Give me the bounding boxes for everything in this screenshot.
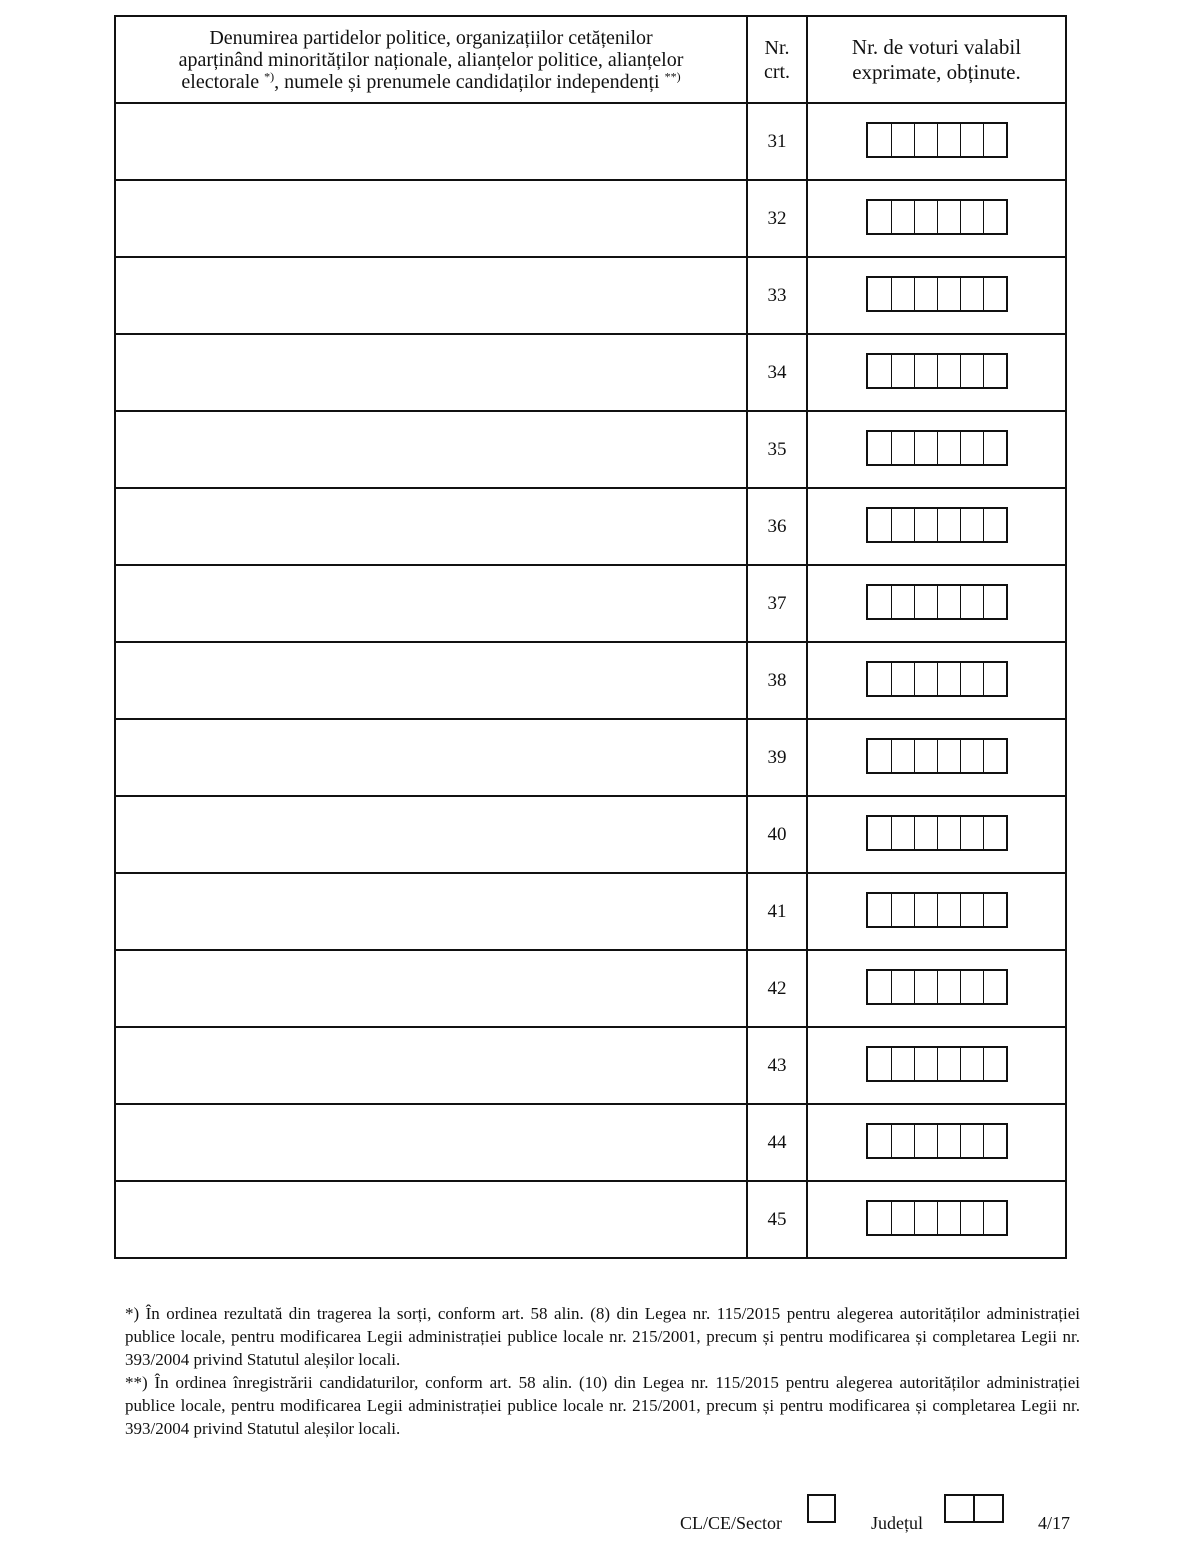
vote-digit-box[interactable] — [891, 1202, 914, 1234]
vote-digit-boxes — [866, 353, 1008, 389]
row-number: 36 — [747, 488, 807, 565]
vote-digit-box[interactable] — [891, 355, 914, 387]
vote-digit-box[interactable] — [914, 432, 937, 464]
vote-digit-box[interactable] — [914, 509, 937, 541]
vote-digit-boxes — [866, 892, 1008, 928]
vote-digit-box[interactable] — [914, 817, 937, 849]
footnote-2: **) În ordinea înregistrării candidaturilor, conform art. 58 alin. (10) din Legea nr. 115/2015 pentru alegerea autorităților administrației publice locale, pentru modificarea Legii administrației publice locale nr. 215/2001, precum și pentru modificarea și completarea Legii nr. 393/2004 privind Statutul aleșilor locali. — [125, 1373, 1080, 1438]
table-row — [115, 334, 1066, 411]
candidate-name-cell[interactable] — [115, 411, 747, 488]
table-row — [115, 1181, 1066, 1258]
row-number: 31 — [747, 103, 807, 180]
vote-digit-box[interactable] — [960, 1202, 983, 1234]
vote-digit-box[interactable] — [868, 1048, 891, 1080]
table-row — [115, 873, 1066, 950]
votes-cell — [807, 180, 1066, 257]
sector-label: CL/CE/Sector — [680, 1513, 782, 1533]
vote-digit-box[interactable] — [914, 971, 937, 1003]
vote-digit-box[interactable] — [937, 1202, 960, 1234]
vote-digit-box[interactable] — [960, 509, 983, 541]
vote-digit-box[interactable] — [983, 278, 1006, 310]
vote-digit-box[interactable] — [983, 509, 1006, 541]
vote-digit-boxes — [866, 1200, 1008, 1236]
row-number: 33 — [747, 257, 807, 334]
vote-digit-box[interactable] — [960, 278, 983, 310]
candidate-name-cell[interactable] — [115, 334, 747, 411]
table-row — [115, 950, 1066, 1027]
vote-digit-box[interactable] — [960, 971, 983, 1003]
row-number: 32 — [747, 180, 807, 257]
vote-digit-box[interactable] — [914, 201, 937, 233]
votes-cell — [807, 334, 1066, 411]
votes-cell — [807, 719, 1066, 796]
vote-digit-box[interactable] — [983, 1048, 1006, 1080]
vote-digit-box[interactable] — [983, 201, 1006, 233]
vote-digit-box[interactable] — [983, 355, 1006, 387]
vote-digit-box[interactable] — [960, 586, 983, 618]
vote-digit-box[interactable] — [914, 124, 937, 156]
vote-digit-box[interactable] — [891, 432, 914, 464]
vote-digit-box[interactable] — [937, 278, 960, 310]
vote-digit-box[interactable] — [937, 894, 960, 926]
vote-digit-box[interactable] — [914, 355, 937, 387]
vote-digit-box[interactable] — [914, 663, 937, 695]
candidate-name-cell[interactable] — [115, 1027, 747, 1104]
vote-digit-box[interactable] — [891, 817, 914, 849]
vote-digit-box[interactable] — [983, 663, 1006, 695]
vote-digit-box[interactable] — [891, 740, 914, 772]
vote-digit-box[interactable] — [983, 432, 1006, 464]
table-row — [115, 719, 1066, 796]
table-row — [115, 180, 1066, 257]
votes-cell — [807, 411, 1066, 488]
candidate-name-cell[interactable] — [115, 1104, 747, 1181]
vote-digit-box[interactable] — [868, 894, 891, 926]
vote-digit-boxes — [866, 199, 1008, 235]
vote-digit-box[interactable] — [868, 817, 891, 849]
vote-digit-boxes — [866, 507, 1008, 543]
vote-digit-boxes — [866, 276, 1008, 312]
vote-digit-box[interactable] — [891, 894, 914, 926]
vote-digit-box[interactable] — [937, 817, 960, 849]
vote-digit-box[interactable] — [937, 124, 960, 156]
vote-digit-box[interactable] — [891, 971, 914, 1003]
candidate-name-cell[interactable] — [115, 873, 747, 950]
vote-digit-boxes — [866, 969, 1008, 1005]
candidate-name-cell[interactable] — [115, 180, 747, 257]
vote-digit-box[interactable] — [891, 278, 914, 310]
vote-digit-box[interactable] — [868, 971, 891, 1003]
vote-digit-boxes — [866, 584, 1008, 620]
vote-digit-box[interactable] — [983, 124, 1006, 156]
votes-cell — [807, 1181, 1066, 1258]
row-number: 35 — [747, 411, 807, 488]
row-number: 39 — [747, 719, 807, 796]
candidate-name-cell[interactable] — [115, 565, 747, 642]
candidate-name-cell[interactable] — [115, 103, 747, 180]
vote-digit-box[interactable] — [891, 124, 914, 156]
table-row — [115, 488, 1066, 565]
footnote-1: *) În ordinea rezultată din tragerea la sorți, conform art. 58 alin. (8) din Legea nr. 115/2015 pentru alegerea autorităților administrației publice locale, pentru modificarea Legii administrației publice locale nr. 215/2001, precum și pentru modificarea și completarea Legii nr. 393/2004 privind Statutul aleșilor locali. — [125, 1304, 1080, 1369]
vote-digit-box[interactable] — [891, 1125, 914, 1157]
row-number: 41 — [747, 873, 807, 950]
header-party-name: Denumirea partidelor politice, organizațiilor cetățenilor aparținând minorităților naționale, alianțelor politice, alianțelor electorale *), numele și prenumele candidaților independenți **) — [115, 16, 747, 103]
votes-cell — [807, 1104, 1066, 1181]
vote-digit-box[interactable] — [937, 1048, 960, 1080]
vote-digit-box[interactable] — [937, 201, 960, 233]
candidate-name-cell[interactable] — [115, 1181, 747, 1258]
vote-digit-box[interactable] — [983, 1125, 1006, 1157]
vote-digit-boxes — [866, 1123, 1008, 1159]
vote-digit-box[interactable] — [960, 201, 983, 233]
vote-digit-box[interactable] — [983, 971, 1006, 1003]
vote-digit-box[interactable] — [868, 432, 891, 464]
vote-digit-boxes — [866, 122, 1008, 158]
footnotes — [125, 1302, 1080, 1440]
row-number: 38 — [747, 642, 807, 719]
vote-digit-box[interactable] — [937, 971, 960, 1003]
vote-digit-box[interactable] — [983, 894, 1006, 926]
table-row — [115, 1027, 1066, 1104]
candidate-name-cell[interactable] — [115, 257, 747, 334]
vote-digit-box[interactable] — [960, 663, 983, 695]
vote-digit-box[interactable] — [937, 355, 960, 387]
vote-digit-box[interactable] — [914, 894, 937, 926]
row-number: 45 — [747, 1181, 807, 1258]
vote-digit-box[interactable] — [937, 509, 960, 541]
vote-digit-box[interactable] — [868, 586, 891, 618]
votes-cell — [807, 796, 1066, 873]
vote-digit-box[interactable] — [891, 1048, 914, 1080]
vote-digit-box[interactable] — [983, 1202, 1006, 1234]
page-number: 4/17 — [1038, 1513, 1071, 1533]
row-number: 34 — [747, 334, 807, 411]
header-row-number: Nr. crt. — [747, 16, 807, 103]
header-valid-votes: Nr. de voturi valabil exprimate, obținute. — [807, 16, 1066, 103]
candidate-name-cell[interactable] — [115, 719, 747, 796]
county-code-box-1[interactable] — [944, 1494, 975, 1523]
footnote-mark-2: **) — [664, 68, 681, 83]
vote-digit-box[interactable] — [937, 1125, 960, 1157]
candidate-name-cell[interactable] — [115, 796, 747, 873]
vote-digit-box[interactable] — [891, 586, 914, 618]
row-number: 44 — [747, 1104, 807, 1181]
vote-digit-box[interactable] — [960, 894, 983, 926]
vote-digit-box[interactable] — [891, 201, 914, 233]
votes-cell — [807, 1027, 1066, 1104]
vote-digit-box[interactable] — [914, 1202, 937, 1234]
vote-digit-boxes — [866, 430, 1008, 466]
vote-digit-box[interactable] — [868, 1125, 891, 1157]
table-row — [115, 1104, 1066, 1181]
table-row — [115, 565, 1066, 642]
row-number: 37 — [747, 565, 807, 642]
vote-digit-boxes — [866, 661, 1008, 697]
vote-digit-boxes — [866, 1046, 1008, 1082]
vote-digit-box[interactable] — [914, 586, 937, 618]
vote-digit-box[interactable] — [891, 663, 914, 695]
votes-cell — [807, 488, 1066, 565]
footnote-mark-1: *) — [264, 68, 275, 83]
county-label: Județul — [871, 1513, 923, 1533]
table-row — [115, 411, 1066, 488]
candidate-name-cell[interactable] — [115, 488, 747, 565]
vote-digit-box[interactable] — [937, 663, 960, 695]
votes-cell — [807, 257, 1066, 334]
votes-cell — [807, 873, 1066, 950]
vote-digit-box[interactable] — [983, 740, 1006, 772]
vote-digit-box[interactable] — [914, 278, 937, 310]
vote-digit-box[interactable] — [914, 1048, 937, 1080]
vote-digit-box[interactable] — [937, 432, 960, 464]
vote-digit-box[interactable] — [960, 1048, 983, 1080]
county-code-box-2[interactable] — [973, 1494, 1004, 1523]
vote-digit-box[interactable] — [868, 740, 891, 772]
vote-digit-boxes — [866, 738, 1008, 774]
vote-digit-box[interactable] — [868, 124, 891, 156]
table-row — [115, 103, 1066, 180]
vote-digit-boxes — [866, 815, 1008, 851]
vote-digit-box[interactable] — [914, 740, 937, 772]
table-header-row — [115, 16, 1066, 103]
row-number: 43 — [747, 1027, 807, 1104]
candidate-name-cell[interactable] — [115, 950, 747, 1027]
votes-table — [114, 15, 1067, 1259]
sector-code-box[interactable] — [807, 1494, 836, 1523]
vote-digit-box[interactable] — [983, 586, 1006, 618]
vote-digit-box[interactable] — [960, 740, 983, 772]
table-row — [115, 796, 1066, 873]
votes-cell — [807, 950, 1066, 1027]
vote-digit-box[interactable] — [960, 1125, 983, 1157]
vote-digit-box[interactable] — [868, 663, 891, 695]
candidate-name-cell[interactable] — [115, 642, 747, 719]
page-footer — [680, 1494, 1100, 1534]
vote-digit-box[interactable] — [868, 509, 891, 541]
vote-digit-box[interactable] — [960, 432, 983, 464]
vote-digit-box[interactable] — [960, 355, 983, 387]
votes-cell — [807, 642, 1066, 719]
vote-digit-box[interactable] — [937, 586, 960, 618]
vote-digit-box[interactable] — [868, 1202, 891, 1234]
table-row — [115, 257, 1066, 334]
vote-digit-box[interactable] — [868, 355, 891, 387]
vote-digit-box[interactable] — [914, 1125, 937, 1157]
vote-digit-box[interactable] — [868, 278, 891, 310]
vote-digit-box[interactable] — [983, 817, 1006, 849]
table-row — [115, 642, 1066, 719]
vote-digit-box[interactable] — [868, 201, 891, 233]
vote-digit-box[interactable] — [937, 740, 960, 772]
vote-digit-box[interactable] — [891, 509, 914, 541]
votes-cell — [807, 565, 1066, 642]
row-number: 42 — [747, 950, 807, 1027]
row-number: 40 — [747, 796, 807, 873]
vote-digit-box[interactable] — [960, 817, 983, 849]
vote-digit-box[interactable] — [960, 124, 983, 156]
votes-cell — [807, 103, 1066, 180]
